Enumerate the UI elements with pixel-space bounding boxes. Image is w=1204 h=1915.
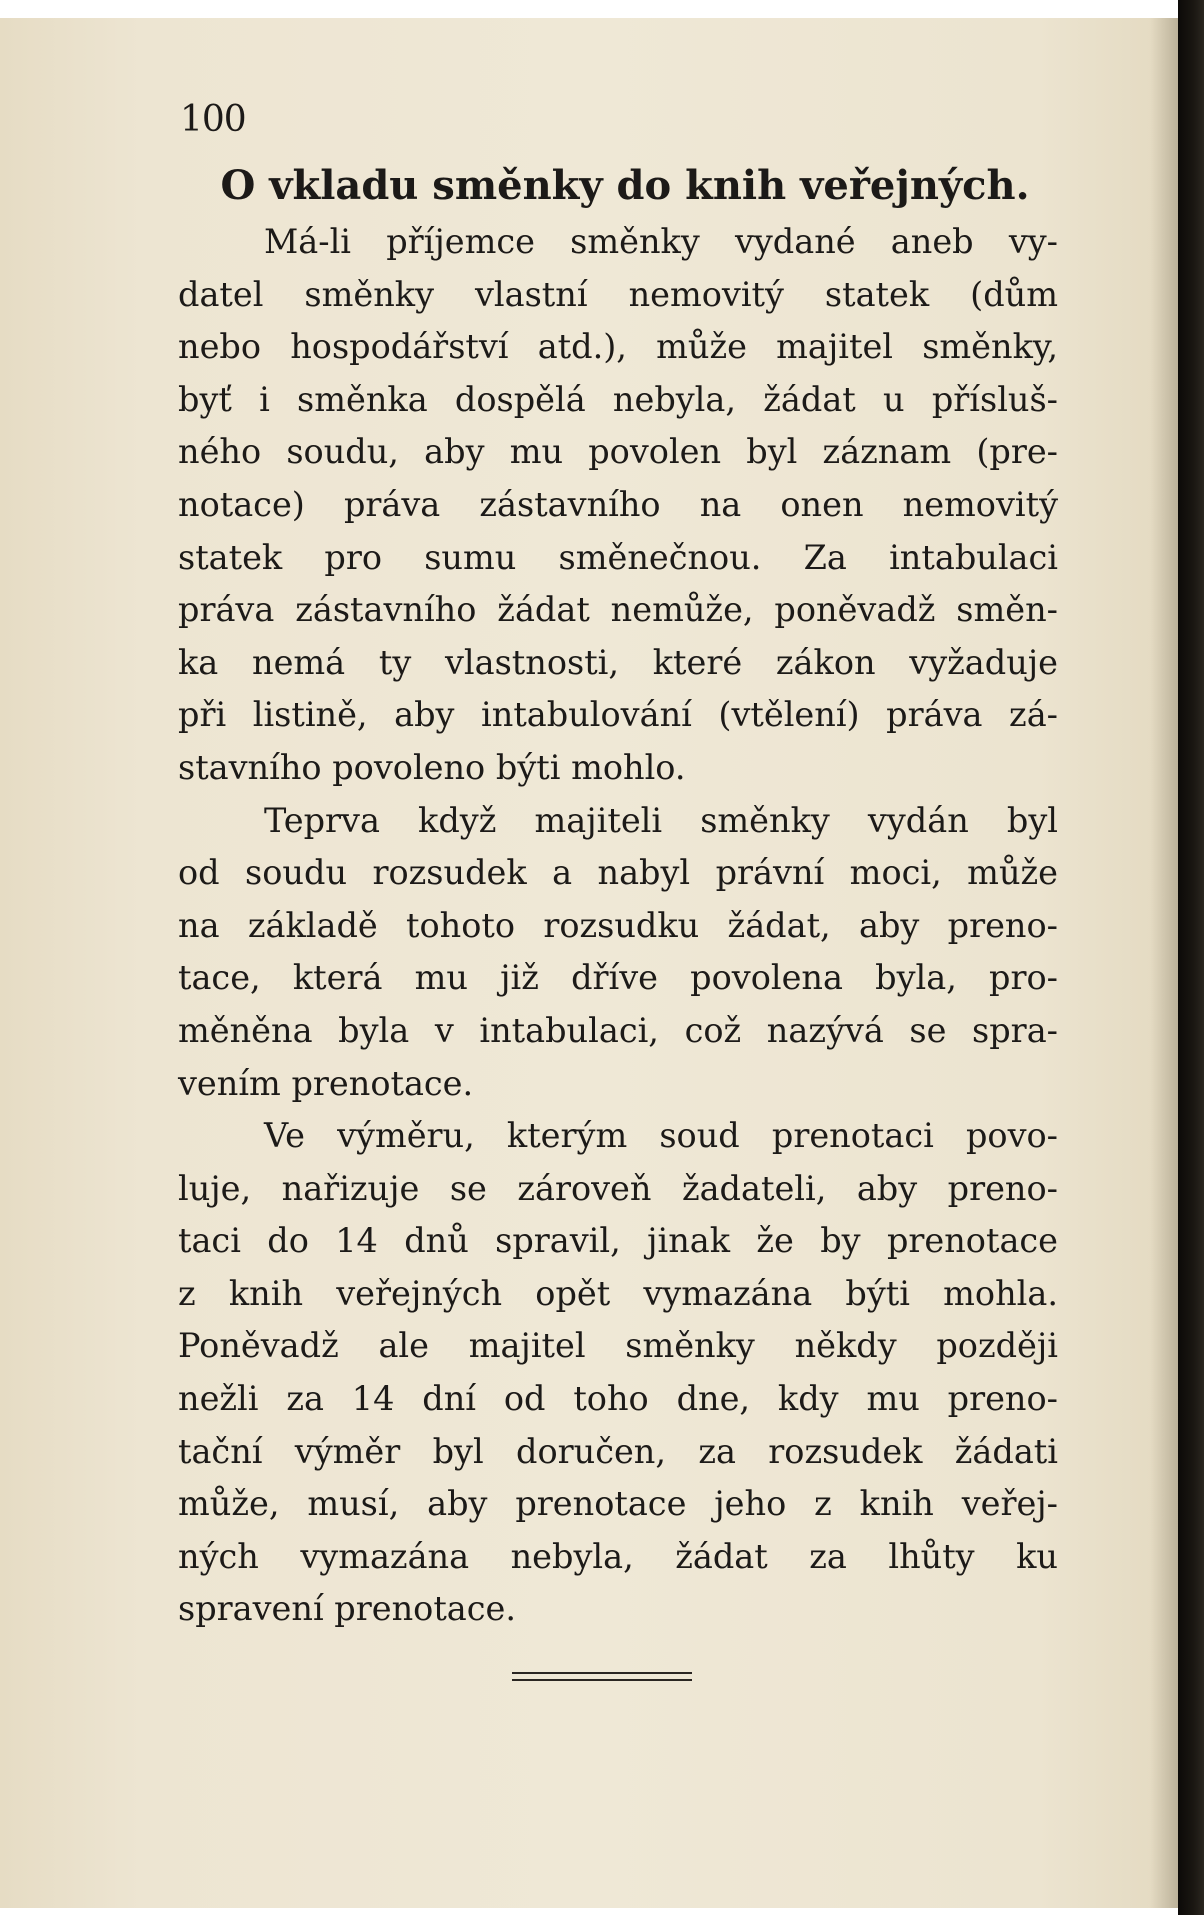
text-line: Teprva když majiteli směnky vydán byl: [264, 800, 1058, 840]
text-line: tace, která mu již dříve povolena byla, pro-: [178, 958, 1058, 998]
end-divider-rule: [512, 1672, 692, 1674]
end-divider-rule: [512, 1679, 692, 1681]
text-line: Ve výměru, kterým soud prenotaci povo-: [264, 1116, 1058, 1156]
text-line: vením prenotace.: [178, 1063, 474, 1103]
text-line: byť i směnka dospělá nebyla, žádat u přísluš-: [178, 379, 1058, 419]
text-line: měněna byla v intabulaci, což nazývá se spra-: [178, 1010, 1058, 1050]
paragraph-1: [178, 216, 1058, 795]
page-gutter-shadow: [1150, 18, 1180, 1908]
text-line: spravení prenotace.: [178, 1589, 517, 1629]
paragraph-3: [178, 1110, 1058, 1636]
text-line: datel směnky vlastní nemovitý statek (dům: [178, 274, 1058, 314]
text-line: Poněvadž ale majitel směnky někdy později: [178, 1326, 1058, 1366]
text-line: ka nemá ty vlastnosti, které zákon vyžaduje: [178, 642, 1058, 682]
text-line: nebo hospodářství atd.), může majitel směnky,: [178, 327, 1058, 367]
page-number: 100: [180, 99, 246, 140]
page-text: [178, 90, 1058, 1636]
paragraph-2: [178, 795, 1058, 1111]
text-line: ného soudu, aby mu povolen byl záznam (pre-: [178, 432, 1058, 472]
text-line: notace) práva zástavního na onen nemovitý: [178, 484, 1058, 524]
book-spine-edge: [1178, 0, 1204, 1915]
text-line: luje, nařizuje se zároveň žadateli, aby preno-: [178, 1168, 1058, 1208]
text-line: od soudu rozsudek a nabyl právní moci, může: [178, 853, 1058, 893]
text-line: při listině, aby intabulování (vtělení) práva zá-: [178, 695, 1058, 735]
text-line: taci do 14 dnů spravil, jinak že by prenotace: [178, 1221, 1058, 1261]
text-line: na základě tohoto rozsudku žádat, aby preno-: [178, 905, 1058, 945]
text-line: nežli za 14 dní od toho dne, kdy mu preno-: [178, 1379, 1058, 1419]
text-line: může, musí, aby prenotace jeho z knih veřej-: [178, 1484, 1058, 1524]
text-line: ných vymazána nebyla, žádat za lhůty ku: [178, 1536, 1058, 1576]
section-title: O vkladu směnky do knih veřejných.: [220, 162, 1030, 209]
text-line: práva zástavního žádat nemůže, poněvadž směn-: [178, 590, 1058, 630]
text-line: statek pro sumu směnečnou. Za intabulaci: [178, 537, 1058, 577]
text-line: tační výměr byl doručen, za rozsudek žádati: [178, 1431, 1058, 1471]
text-line: z knih veřejných opět vymazána býti mohla.: [178, 1273, 1058, 1313]
text-line: Má-li příjemce směnky vydané aneb vy-: [264, 222, 1058, 261]
text-line: stavního povoleno býti mohlo.: [178, 747, 686, 787]
